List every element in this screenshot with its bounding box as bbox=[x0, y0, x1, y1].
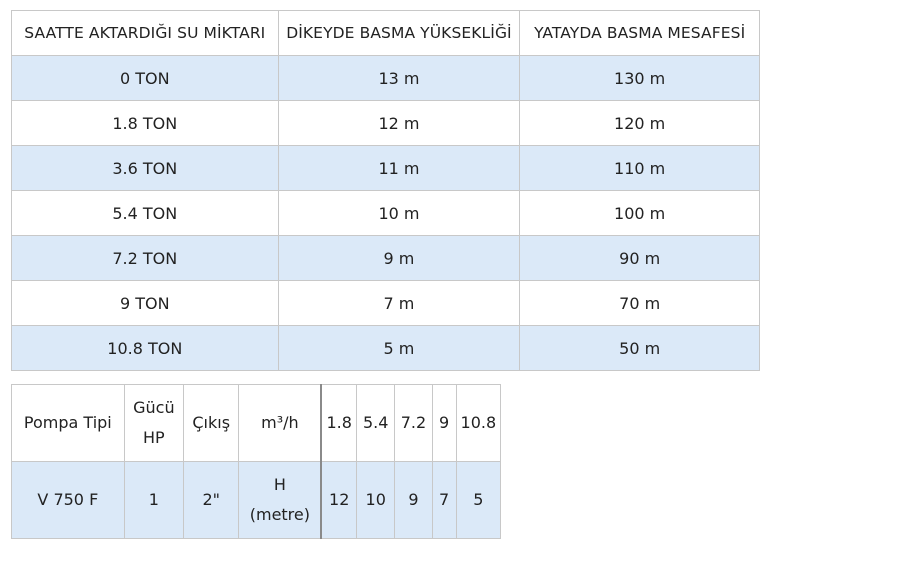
table-row bbox=[12, 236, 760, 281]
flow-cell: 7.2 TON bbox=[12, 236, 279, 281]
outlet-header: Çıkış bbox=[184, 385, 239, 462]
flow-value-header: 5.4 bbox=[357, 385, 395, 462]
horizontal-cell: 130 m bbox=[520, 56, 760, 101]
table-row bbox=[12, 146, 760, 191]
vertical-cell: 7 m bbox=[278, 281, 520, 326]
head-unit-cell bbox=[239, 462, 322, 539]
horizontal-cell: 100 m bbox=[520, 191, 760, 236]
horizontal-cell: 110 m bbox=[520, 146, 760, 191]
pump-type-cell: V 750 F bbox=[12, 462, 125, 539]
flow-cell: 3.6 TON bbox=[12, 146, 279, 191]
vertical-cell: 12 m bbox=[278, 101, 520, 146]
horizontal-cell: 120 m bbox=[520, 101, 760, 146]
power-header-line1: Gücü bbox=[133, 398, 175, 417]
header-horizontal-distance: YATAYDA BASMA MESAFESİ bbox=[520, 11, 760, 56]
flow-value-header: 1.8 bbox=[321, 385, 356, 462]
vertical-cell: 10 m bbox=[278, 191, 520, 236]
horizontal-cell: 70 m bbox=[520, 281, 760, 326]
flow-value-header: 9 bbox=[432, 385, 456, 462]
head-unit-line2: (metre) bbox=[249, 505, 310, 524]
vertical-cell: 13 m bbox=[278, 56, 520, 101]
flow-cell: 10.8 TON bbox=[12, 326, 279, 371]
vertical-cell: 5 m bbox=[278, 326, 520, 371]
table-row bbox=[12, 326, 760, 371]
vertical-cell: 9 m bbox=[278, 236, 520, 281]
table-row bbox=[12, 191, 760, 236]
flow-cell: 1.8 TON bbox=[12, 101, 279, 146]
head-unit-line1: H bbox=[273, 475, 286, 494]
head-value-cell: 10 bbox=[357, 462, 395, 539]
outlet-cell: 2" bbox=[184, 462, 239, 539]
flow-table bbox=[11, 10, 760, 371]
horizontal-cell: 90 m bbox=[520, 236, 760, 281]
pump-data-row bbox=[12, 462, 501, 539]
head-value-cell: 5 bbox=[456, 462, 500, 539]
header-vertical-head: DİKEYDE BASMA YÜKSEKLİĞİ bbox=[278, 11, 520, 56]
flow-value-header: 7.2 bbox=[395, 385, 432, 462]
flow-cell: 0 TON bbox=[12, 56, 279, 101]
head-value-cell: 7 bbox=[432, 462, 456, 539]
vertical-cell: 11 m bbox=[278, 146, 520, 191]
power-header-line2: HP bbox=[143, 428, 165, 447]
horizontal-cell: 50 m bbox=[520, 326, 760, 371]
table-row bbox=[12, 101, 760, 146]
pump-spec-table bbox=[11, 384, 501, 539]
flow-cell: 5.4 TON bbox=[12, 191, 279, 236]
head-value-cell: 12 bbox=[321, 462, 356, 539]
flow-cell: 9 TON bbox=[12, 281, 279, 326]
pump-header-row bbox=[12, 385, 501, 462]
flow-unit-header: m³/h bbox=[239, 385, 322, 462]
table-header-row bbox=[12, 11, 760, 56]
pump-type-header: Pompa Tipi bbox=[12, 385, 125, 462]
header-flow-amount: SAATTE AKTARDIĞI SU MİKTARI bbox=[12, 11, 279, 56]
head-value-cell: 9 bbox=[395, 462, 432, 539]
table-row bbox=[12, 281, 760, 326]
power-cell: 1 bbox=[124, 462, 183, 539]
power-header bbox=[124, 385, 183, 462]
flow-value-header: 10.8 bbox=[456, 385, 500, 462]
table-row bbox=[12, 56, 760, 101]
